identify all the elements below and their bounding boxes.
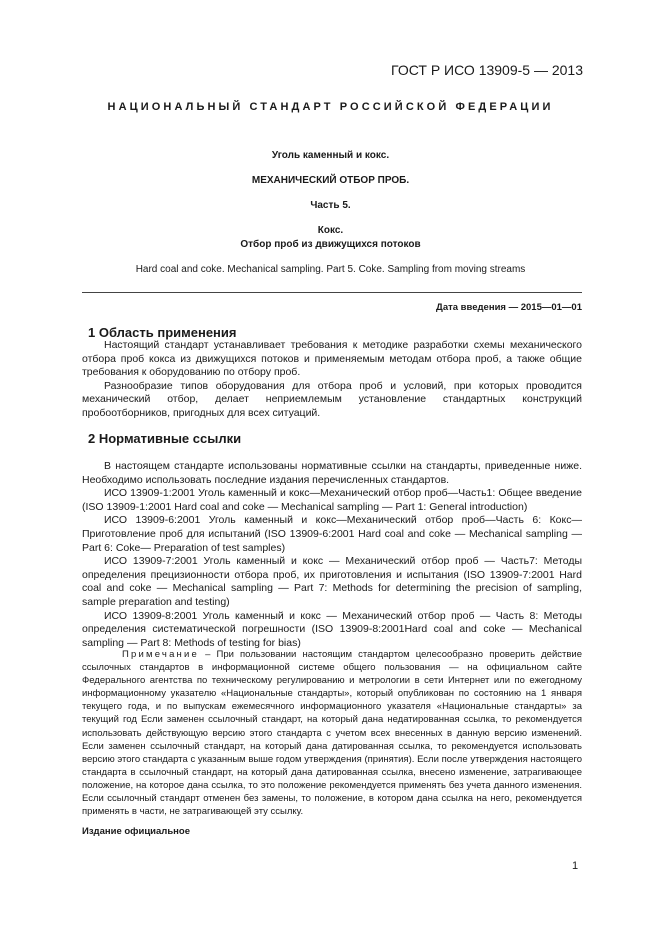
normative-reference-7: ИСО 13909-7:2001 Уголь каменный и кокс — Механический отбор проб — Часть7: Методы определения прецизионности отбора проб, их приготовления и испытания (ISO 13909-7:2001 Hard coal and coke — Mechanical sampling — Part 7: Methods for determining the precision of sampling, sample preparation and testing) [82,555,582,608]
normative-reference-1: ИСО 13909-1:2001 Уголь каменный и кокс—Механический отбор проб—Часть1: Общее введение (ISO 13909-1:2001 Hard coal and coke — Mechanical sampling — Part 1: General introduction) [82,487,582,513]
document-code: ГОСТ Р ИСО 13909-5 — 2013 [391,62,583,78]
header-divider [82,292,582,293]
note-label: Примечание [122,649,199,660]
section-2-heading: 2 Нормативные ссылки [88,431,242,446]
section-1-paragraph: Настоящий стандарт устанавливает требования к методике разработки схемы механического отбора проб кокса из движущихся потоков и применяемым методам отбора проб, а также общие требования к оборудованию по отбору проб. [82,339,582,379]
section-1-heading: 1 Область применения [88,325,237,340]
title-line-4: Кокс. [317,225,344,236]
title-line-1: Уголь каменный и кокс. [271,150,390,161]
note-paragraph [82,648,582,818]
reference-note [82,648,582,818]
title-line-3: Часть 5. [310,200,351,211]
page-number: 1 [572,860,579,872]
english-title: Hard coal and coke. Mechanical sampling. Part 5. Coke. Sampling from moving streams [135,264,526,275]
normative-reference-8: ИСО 13909-8:2001 Уголь каменный и кокс — Механический отбор проб — Часть 8: Методы определения систематической погрешности (ISO 13909-8:2001Hard coal and coke — Mechanical sampling — Part 8: Methods of testing for bias) [82,609,582,649]
title-line-5: Отбор проб из движущихся потоков [240,239,421,250]
introduction-date: Дата введения — 2015—01—01 [436,302,582,313]
note-text: – При пользовании настоящим стандартом целесообразно проверить действие ссылочных стандартов в информационной системе общего пользования — на официальном сайте Федерального агентства по техническому регулированию и метрологии в сети Интернет или по ежегодному информационному указателю «Национальные стандарты», который опубликован по состоянию на 1 января текущего года, и по выпускам ежемесячного информационного указателя «Национальные стандарты» за текущий год Если заменен ссылочный стандарт, на который дана недатированная ссылка, то рекомендуется использовать действующую версию этого стандарта с учетом всех внесенных в данную версию изменений. Если заменен ссылочный стандарт, на который дана датированная ссылка, то рекомендуется использовать версию этого стандарта с указанным выше годом утверждения (принятия). Если после утверждения настоящего стандарта в ссылочный стандарт, на который дана датированная ссылка, внесено изменение, затрагивающее положение, на которое дана ссылка, то это положение рекомендуется применять без учета данного изменения. Если ссылочный стандарт отменен без замены, то положение, в котором дана ссылка на него, рекомендуется применять в части, не затрагивающей эту ссылку. [82,649,582,818]
section-1-body [82,339,582,421]
section-2-paragraph: В настоящем стандарте использованы нормативные ссылки на стандарты, приведенные ниже. Необходимо использовать последние издания перечисленных стандартов. [82,460,582,486]
official-edition-label: Издание официальное [82,826,190,837]
section-2-body [82,460,582,650]
section-1-paragraph: Разнообразие типов оборудования для отбора проб и условий, при которых проводится механический отбор, делает неприемлемым установление стандартных конструкций пробоотборников, пригодных для всех ситуаций. [82,379,582,419]
title-line-2: МЕХАНИЧЕСКИЙ ОТБОР ПРОБ. [251,175,410,186]
national-standard-heading: НАЦИОНАЛЬНЫЙ СТАНДАРТ РОССИЙСКОЙ ФЕДЕРАЦИИ [107,101,554,113]
normative-reference-6: ИСО 13909-6:2001 Уголь каменный и кокс—Механический отбор проб—Часть 6: Кокс—Приготовление проб для испытаний (ISO 13909-6:2001 Hard coal and coke — Mechanical sampling — Part 6: Coke— Preparation of test samples) [82,514,582,554]
